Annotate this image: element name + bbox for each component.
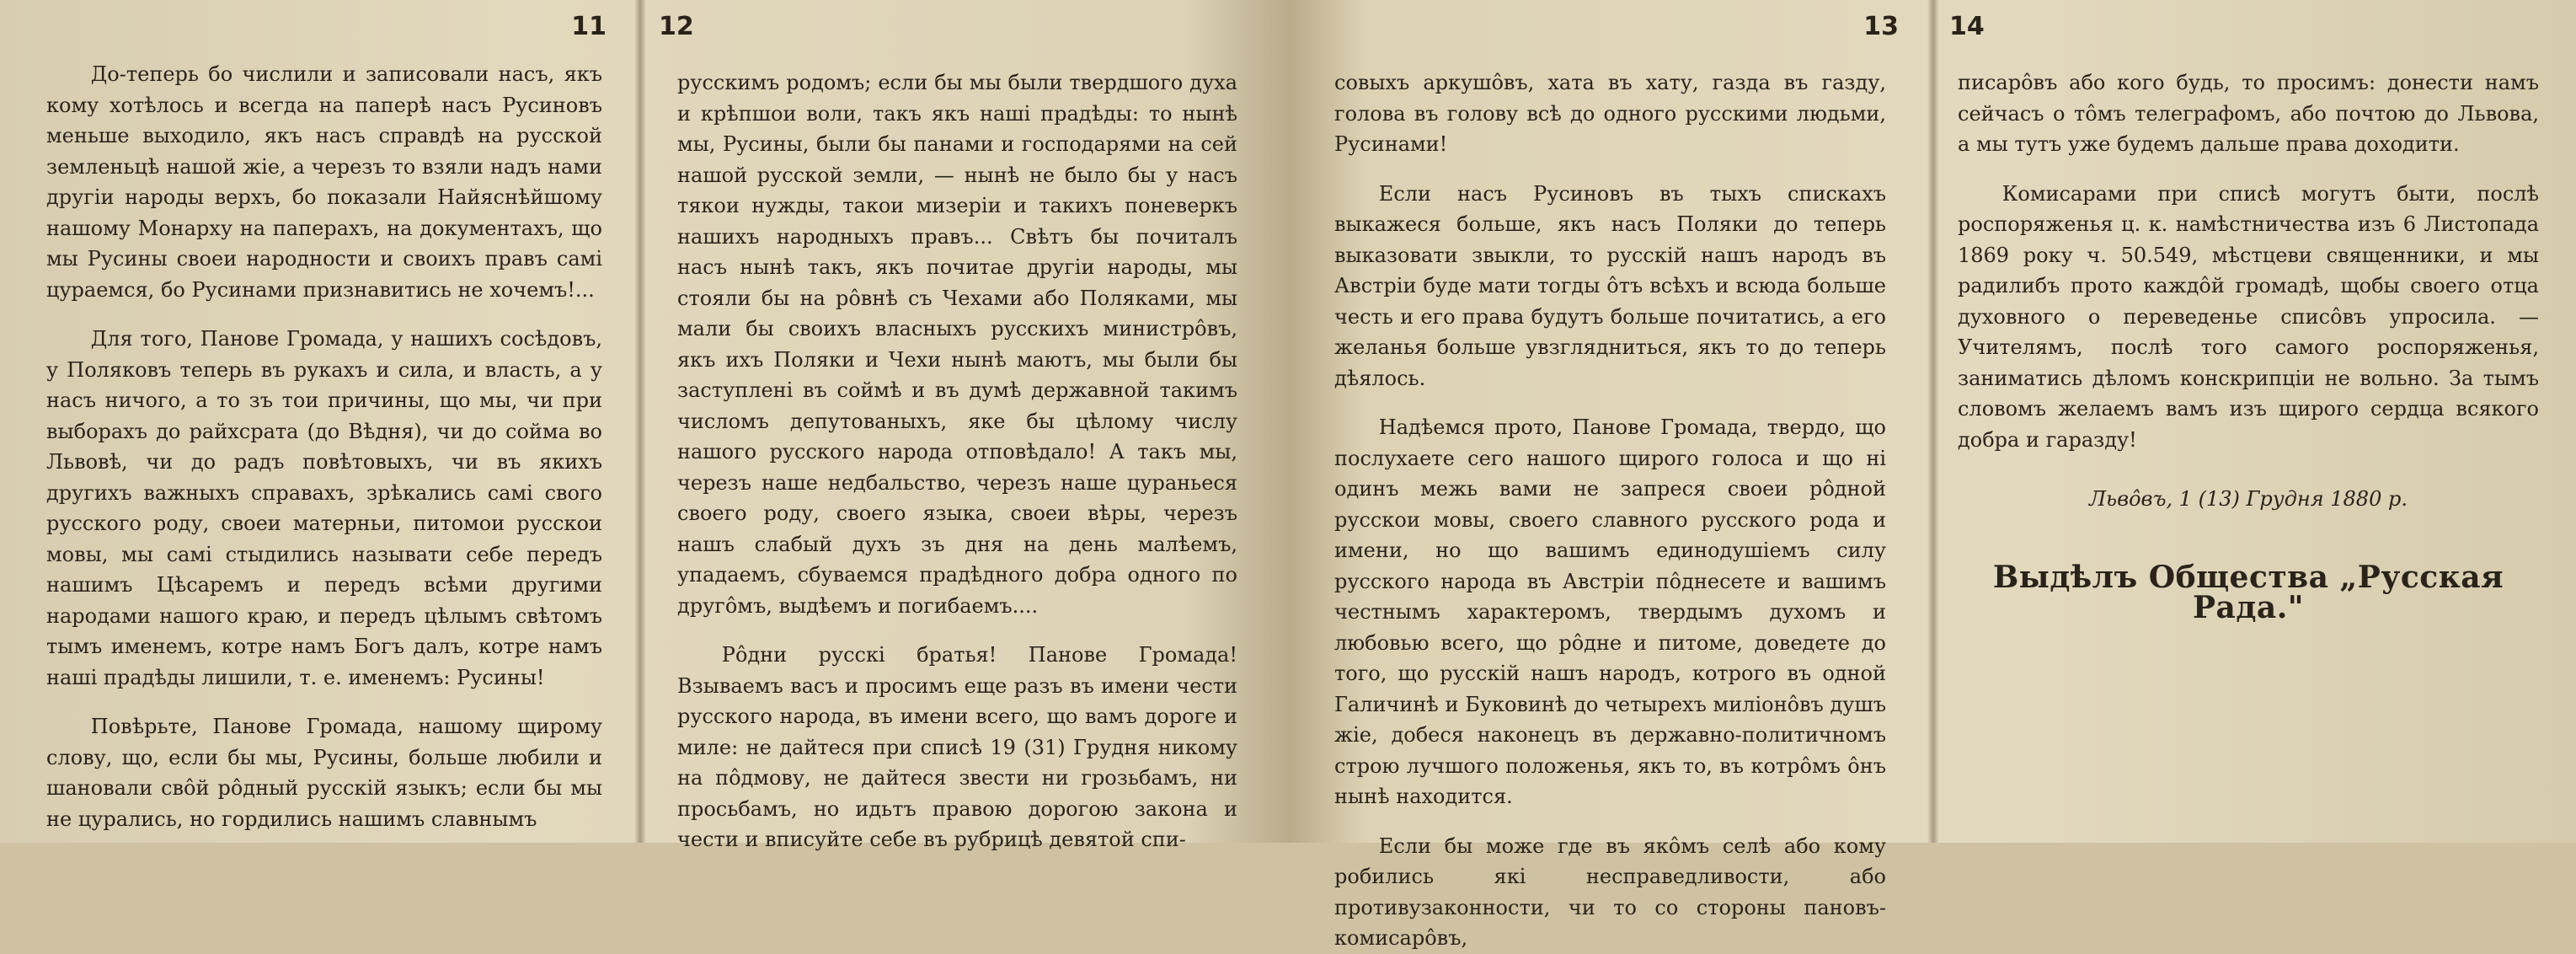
page-number: 13	[1863, 12, 1899, 41]
page-body	[1334, 67, 1886, 954]
paragraph: писарôвъ або кого будь, то просимъ: донести намъ сейчасъ о тôмъ телеграфомъ, або почтою до Львова, а мы тутъ уже будемъ дальше права доходити.	[1958, 71, 2539, 156]
page-number: 12	[659, 12, 694, 41]
page-13	[1288, 0, 1932, 950]
paragraph: Рôдни русскi братья! Панове Громада! Взываемъ васъ и просимъ еще разъ въ имени чести русского народа, въ имени всего, що вамъ дороге и миле: не дайтеся при списѣ 19 (31) Грудня никому на пôдмову, не дайтеся звести ни грозьбамъ, ни просьбамъ, но идьтъ правою дорогою закона и чести и вписуйте себе въ рубрицѣ девятой спи-	[677, 643, 1237, 851]
page-11	[0, 0, 640, 843]
paragraph: Если бы може где въ якôмъ селѣ або кому робились якi несправедливости, або противузаконности, чи то со стороны пановъ-комисарôвъ,	[1334, 833, 1886, 950]
page-number: 11	[571, 12, 607, 41]
organization-name: Выдѣлъ Общества „Русская Рада."	[1992, 559, 2504, 625]
page-body	[1958, 67, 2539, 624]
signature-place-date: Львôвъ, 1 (13) Грудня 1880 р.	[2089, 487, 2408, 511]
paragraph: Надѣемся прото, Панове Громада, твердо, що послухаете сего нашого щирого голоса и що нi одинъ межь вами не запреся своеи рôдной русскои мовы, своего славного русского рода и имени, но що вашимъ единодушіемъ силу русского народа въ Австріи пôднесете и вашимъ честнымъ характеромъ, твердымъ духомъ и любовью всего, що рôдне и питоме, доведете до того, що русскій нашъ народъ, котрого въ одной Галичинѣ и Буковинѣ до четырехъ миліонôвъ душъ жіе, добеся наконецъ въ державно-политичномъ строю лучшого положенья, якъ то, въ котрôмъ ôнъ нынѣ находится.	[1334, 415, 1886, 808]
paragraph: русскимъ родомъ; если бы мы были твердшого духа и крѣпшои воли, такъ якъ нашi прадѣды: то нынѣ мы, Русины, были бы панами и господарями на сей нашой русской земли, — нынѣ не было бы у насъ тякои нужды, такои мизеріи и такихъ поневеркъ нашихъ народныхъ правъ... Свѣтъ бы почиталъ насъ нынѣ такъ, якъ почитае другiи народы, мы стояли бы на рôвнѣ съ Чехами або Поляками, мы мали бы своихъ власныхъ русскихъ министрôвъ, якъ ихъ Поляки и Чехи нынѣ маютъ, мы были бы заступленi въ соймѣ и въ думѣ державной такимъ числомъ депутованыхъ, яке бы цѣлому числу нашого русского народа отповѣдало! А такъ мы, черезъ наше недбальство, черезъ наше цураньеся своего роду, своего языка, своеи вѣры, черезъ нашъ слабый духъ зъ дня на день малѣемъ, упадаемъ, сбуваемся прадѣдного добра одного по другôмъ, выдѣемъ и погибаемъ....	[677, 71, 1237, 618]
paragraph: Повѣрьте, Панове Громада, нашому щирому слову, що, если бы мы, Русины, больше любили и шановали свôй рôдный русскій языкъ; если бы мы не цурались, но гордились нашимъ славнымъ	[46, 715, 602, 831]
paragraph: Комисарами при списѣ могутъ быти, послѣ роспоряженья ц. к. намѣстничества изъ 6 Листопада 1869 року ч. 50.549, мѣстцеви священники, и мы радилибъ прото каждôй громадѣ, щобы своего отца духовного о переведенье списôвъ упросила. — Учителямъ, послѣ того самого роспоряженья, заниматись дѣломъ конскрипціи не вольно. За тымъ словомъ желаемъ вамъ изъ щирого сердца всякого добра и гаразду!	[1958, 181, 2539, 452]
paragraph: Если насъ Русиновъ въ тыхъ спискахъ выкажеся больше, якъ насъ Поляки до теперь выказовати звыкли, то русскій нашъ народъ въ Австріи буде мати тогды ôтъ всѣхъ и всюда больше честь и его права будутъ больше почитатись, а его желанья больше увзглядниться, якъ то до теперь дѣялось.	[1334, 181, 1886, 390]
paragraph: До-теперь бо числили и записовали насъ, якъ кому хотѣлось и всегда на паперѣ насъ Русиновъ меньше выходило, якъ насъ справдѣ на русской земленьцѣ нашой жіе, а черезъ то взяли надъ нами другіи народы верхъ, бо показали Найяснѣйшому нашому Монарху на паперахъ, на документахъ, що мы Русины своеи народности и своихъ правъ самі цураемся, бо Русинами признавитись не хочемъ!...	[46, 62, 602, 302]
page-body	[46, 59, 602, 834]
page-number: 14	[1949, 12, 1985, 41]
page-body	[677, 67, 1237, 855]
paragraph: Для того, Панове Громада, у нашихъ сосѣдовъ, у Поляковъ теперь въ рукахъ и сила, и власть, а у насъ ничого, а то зъ тои причины, що мы, чи при выборахъ до райхсрата (до Вѣдня), чи до соймa во Львовѣ, чи до радъ повѣтовыхъ, чи въ якихъ другихъ важныхъ справахъ, зрѣкались самі свого русского роду, своеи матерньи, питомои русскои мовы, мы самі стыдились называти себе передъ нашимъ Цѣсаремъ и передъ всѣми другими народами нашого краю, и передъ цѣлымъ свѣтомъ тымъ именемъ, котре намъ Богъ далъ, котре намъ нашi прадѣды лишили, т. е. именемъ: Русины!	[46, 327, 602, 689]
page-12	[642, 0, 1288, 851]
page-14	[1932, 0, 2576, 843]
paragraph: совыхъ аркушôвъ, хата въ хату, газда въ газду, голова въ голову всѣ до одного русскими людьми, Русинами!	[1334, 71, 1886, 156]
